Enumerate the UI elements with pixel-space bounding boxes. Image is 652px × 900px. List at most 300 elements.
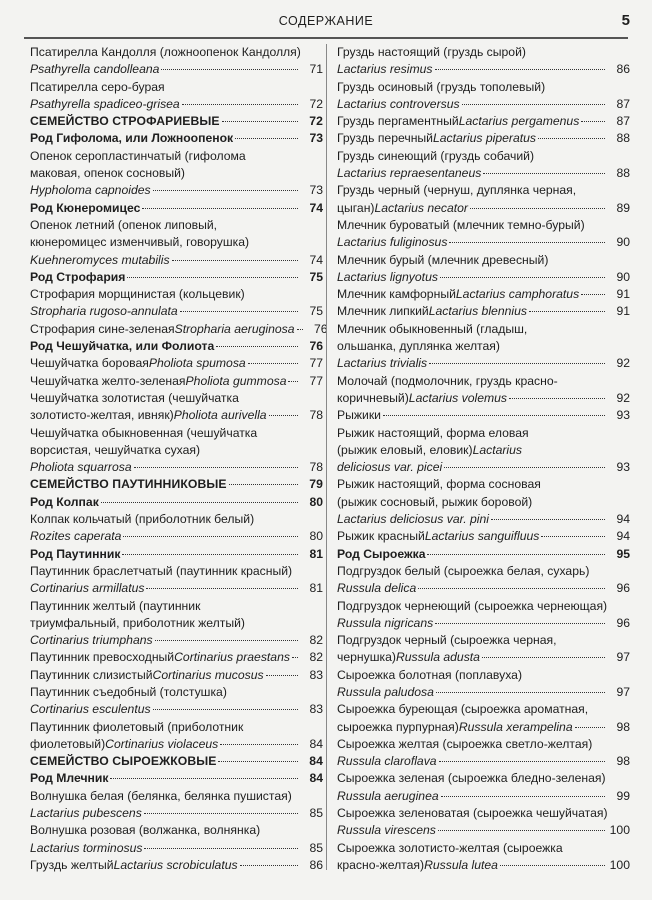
toc-entry-line xyxy=(337,857,630,874)
toc-entry-line xyxy=(337,822,630,839)
toc-entry-line xyxy=(30,130,323,147)
toc-entry-line xyxy=(30,61,323,78)
entry-text: Род Млечник xyxy=(30,771,109,786)
latin-name: Rozites caperata xyxy=(30,529,122,544)
dot-leader xyxy=(127,277,298,278)
toc-entry-line xyxy=(337,252,630,269)
latin-name: Cortinarius violaceus xyxy=(105,736,219,751)
entry-text: Рыжики xyxy=(337,408,381,423)
entry-text: Род Колпак xyxy=(30,494,99,509)
toc-entry-species[interactable] xyxy=(337,563,630,598)
latin-name: Lactarius xyxy=(472,442,523,457)
toc-entry-line xyxy=(337,269,630,286)
toc-entry-species[interactable] xyxy=(30,667,323,684)
toc-entry-line xyxy=(337,182,630,199)
entry-text: Млечник бурый (млечник древесный) xyxy=(337,252,549,267)
entry-text: (рыжик сосновый, рыжик боровой) xyxy=(337,494,533,509)
latin-name: Russula claroflava xyxy=(337,754,437,769)
toc-page-number: 80 xyxy=(309,494,323,509)
toc-entry-species[interactable] xyxy=(30,598,323,650)
toc-entry-line xyxy=(30,546,323,563)
latin-name: Russula virescens xyxy=(337,823,436,838)
page-title: СОДЕРЖАНИЕ xyxy=(278,14,374,28)
toc-entry-species[interactable] xyxy=(30,286,323,321)
dot-leader xyxy=(229,484,298,485)
dot-leader xyxy=(449,242,605,243)
toc-column-left xyxy=(30,44,328,874)
toc-entry-line xyxy=(30,373,323,390)
latin-name: Lactarius piperatus xyxy=(433,131,536,146)
latin-name: Lactarius sanguifluus xyxy=(424,529,540,544)
entry-text: Паутинник слизистый xyxy=(30,667,153,682)
toc-entry-line xyxy=(30,252,323,269)
toc-entry-species[interactable] xyxy=(337,286,630,303)
toc-entry-family[interactable] xyxy=(30,753,323,770)
dot-leader xyxy=(101,502,298,503)
entry-text: Опенок серопластинчатый (гифолома xyxy=(30,148,246,163)
toc-page-number: 76 xyxy=(309,339,323,354)
entry-text: Паутинник браслетчатый (паутинник красный) xyxy=(30,563,293,578)
toc-entry-species[interactable] xyxy=(337,373,630,408)
dot-leader xyxy=(292,657,298,658)
toc-entry-line xyxy=(337,494,630,511)
toc-entry-genus[interactable] xyxy=(30,130,323,147)
entry-text: Млечник обыкновенный (гладыш, xyxy=(337,321,528,336)
entry-text: Строфария сине-зеленая xyxy=(30,321,175,336)
entry-text: ворсистая, чешуйчатка сухая) xyxy=(30,442,201,457)
dot-leader xyxy=(500,865,605,866)
toc-entry-species[interactable] xyxy=(337,632,630,667)
toc-page-number: 72 xyxy=(309,96,323,111)
dot-leader xyxy=(575,727,605,728)
entry-text: Чешуйчатка желто-зеленая xyxy=(30,373,186,388)
toc-entry-line xyxy=(337,442,630,459)
entry-text: Род Строфария xyxy=(30,269,126,284)
toc-entry-genus[interactable] xyxy=(30,546,323,563)
latin-name: Russula delica xyxy=(337,581,417,596)
toc-entry-species[interactable] xyxy=(337,701,630,736)
latin-name: Russula paludosa xyxy=(337,684,434,699)
toc-entry-line xyxy=(30,615,323,632)
entry-text: Молочай (подмолочник, груздь красно- xyxy=(337,373,558,388)
dot-leader xyxy=(144,813,298,814)
toc-entry-species[interactable] xyxy=(30,148,323,200)
toc-page-number: 95 xyxy=(616,546,630,561)
toc-entry-line xyxy=(337,44,630,61)
toc-page-number: 92 xyxy=(616,356,630,371)
toc-entry-species[interactable] xyxy=(30,355,323,372)
toc-entry-species[interactable] xyxy=(337,805,630,840)
toc-entry-line xyxy=(30,563,323,580)
dot-leader xyxy=(441,796,605,797)
entry-text: Рыжик настоящий, форма еловая xyxy=(337,425,529,440)
latin-name: Lactarius blennius xyxy=(428,304,527,319)
toc-page-number: 96 xyxy=(616,581,630,596)
toc-entry-line xyxy=(337,338,630,355)
latin-name: Lactarius necator xyxy=(374,200,468,215)
toc-entry-line xyxy=(337,788,630,805)
dot-leader xyxy=(427,554,605,555)
entry-text: Сыроежка желтая (сыроежка светло-желтая) xyxy=(337,736,593,751)
entry-text: Род Кюнеромицес xyxy=(30,200,141,215)
toc-page-number: 93 xyxy=(616,460,630,475)
toc-entry-line xyxy=(30,667,323,684)
toc-entry-genus[interactable] xyxy=(30,338,323,355)
entry-text: Паутинник превосходный xyxy=(30,650,175,665)
latin-name: Lactarius pubescens xyxy=(30,806,142,821)
toc-entry-line xyxy=(337,79,630,96)
toc-entry-line xyxy=(337,476,630,493)
toc-entry-line xyxy=(337,425,630,442)
toc-entry-line xyxy=(30,200,323,217)
toc-entry-genus[interactable] xyxy=(30,494,323,511)
toc-entry-line xyxy=(30,822,323,839)
toc-entry-line xyxy=(30,753,323,770)
toc-entry-line xyxy=(337,355,630,372)
toc-entry-line xyxy=(30,425,323,442)
toc-entry-line xyxy=(30,528,323,545)
toc-page-number: 98 xyxy=(616,719,630,734)
latin-name: Hypholoma capnoides xyxy=(30,183,151,198)
toc-entry-species[interactable] xyxy=(337,79,630,114)
dot-leader xyxy=(436,692,605,693)
toc-entry-line xyxy=(30,459,323,476)
latin-name: Lactarius controversus xyxy=(337,96,460,111)
toc-entry-line xyxy=(337,130,630,147)
dot-leader xyxy=(538,138,605,139)
toc-entry-species[interactable] xyxy=(337,252,630,287)
toc-entry-line xyxy=(337,148,630,165)
toc-entry-species[interactable] xyxy=(30,563,323,598)
running-head xyxy=(0,0,652,40)
entry-text: Груздь настоящий (груздь сырой) xyxy=(337,45,526,59)
latin-name: Lactarius lignyotus xyxy=(337,269,438,284)
dot-leader xyxy=(110,778,298,779)
latin-name: Cortinarius esculentus xyxy=(30,702,151,717)
toc-page-number: 91 xyxy=(616,304,630,319)
dot-leader xyxy=(529,311,605,312)
latin-name: Russula adusta xyxy=(395,650,480,665)
latin-name: Pholiota gummosa xyxy=(185,373,287,388)
toc-entry-line xyxy=(30,79,323,96)
toc-page-number: 87 xyxy=(616,114,630,129)
toc-entry-species[interactable] xyxy=(337,407,630,424)
latin-name: Pholiota spumosa xyxy=(148,356,246,371)
toc-page-number: 85 xyxy=(309,840,323,855)
dot-leader xyxy=(182,104,298,105)
toc-page-number: 90 xyxy=(616,235,630,250)
dot-leader xyxy=(220,744,298,745)
entry-text: Сыроежка зеленоватая (сыроежка чешуйчатая) xyxy=(337,806,608,821)
toc-entry-species[interactable] xyxy=(337,44,630,79)
toc-entry-line xyxy=(337,840,630,857)
toc-entry-line xyxy=(337,303,630,320)
toc-entry-line xyxy=(30,805,323,822)
toc-entry-line xyxy=(337,805,630,822)
toc-entry-species[interactable] xyxy=(337,736,630,771)
entry-text: Сыроежка болотная (поплавуха) xyxy=(337,667,523,682)
toc-entry-species[interactable] xyxy=(30,822,323,857)
entry-text: красно-желтая) xyxy=(337,857,425,872)
dot-leader xyxy=(122,554,298,555)
entry-text: кюнеромицес изменчивый, говорушка) xyxy=(30,235,250,250)
entry-text: Псатирелла Кандолля (ложноопенок Кандолля) xyxy=(30,45,301,59)
column-divider xyxy=(326,44,327,870)
toc-entry-line xyxy=(30,701,323,718)
toc-entry-species[interactable] xyxy=(337,667,630,702)
toc-page-number: 90 xyxy=(616,269,630,284)
toc-page-number: 72 xyxy=(309,114,323,129)
dot-leader xyxy=(435,623,605,624)
toc-entry-species[interactable] xyxy=(30,719,323,754)
latin-name: Russula xerampelina xyxy=(458,719,573,734)
toc-entry-line xyxy=(337,113,630,130)
entry-text: Рыжик настоящий, форма сосновая xyxy=(337,477,541,492)
entry-text: (рыжик еловый, еловик) xyxy=(337,442,473,457)
toc-page-number: 100 xyxy=(609,823,630,838)
toc-page-number: 84 xyxy=(309,771,323,786)
latin-name: Stropharia aeruginosa xyxy=(174,321,295,336)
toc-page-number: 76 xyxy=(313,321,328,336)
toc-entry-line xyxy=(337,407,630,424)
dot-leader xyxy=(418,588,605,589)
toc-page-number: 78 xyxy=(309,460,323,475)
toc-page-number: 74 xyxy=(309,200,323,215)
dot-leader xyxy=(509,398,605,399)
dot-leader xyxy=(541,536,605,537)
toc-entry-line xyxy=(337,736,630,753)
toc-entry-genus[interactable] xyxy=(337,546,630,563)
latin-name: Lactarius deliciosus var. pini xyxy=(337,512,489,527)
latin-name: Russula nigricans xyxy=(337,615,434,630)
latin-name: Lactarius trivialis xyxy=(337,356,428,371)
entry-text: Груздь пергаментный xyxy=(337,114,459,129)
toc-page-number: 81 xyxy=(309,581,323,596)
toc-entry-line xyxy=(30,649,323,666)
toc-page-number: 85 xyxy=(309,806,323,821)
toc-entry-species[interactable] xyxy=(337,321,630,373)
latin-name: Lactarius torminosus xyxy=(30,840,143,855)
toc-entry-line xyxy=(30,840,323,857)
dot-leader xyxy=(172,260,298,261)
dot-leader xyxy=(266,675,298,676)
toc-entry-species[interactable] xyxy=(337,130,630,147)
toc-entry-species[interactable] xyxy=(30,44,323,79)
toc-entry-family[interactable] xyxy=(30,476,323,493)
toc-entry-line xyxy=(337,234,630,251)
toc-page-number: 71 xyxy=(309,62,323,77)
toc-entry-species[interactable] xyxy=(337,598,630,633)
toc-page-number: 83 xyxy=(309,667,323,682)
toc-page-number: 94 xyxy=(616,512,630,527)
toc-entry-species[interactable] xyxy=(337,182,630,217)
toc-entry-line xyxy=(30,44,323,61)
latin-name: deliciosus var. picei xyxy=(337,460,443,475)
toc-entry-line xyxy=(30,148,323,165)
latin-name: Lactarius camphoratus xyxy=(455,287,580,302)
dot-leader xyxy=(269,415,298,416)
latin-name: Lactarius repraesentaneus xyxy=(337,166,482,181)
entry-text: Груздь черный (чернуш, дуплянка черная, xyxy=(337,183,577,198)
toc-entry-line xyxy=(337,200,630,217)
dot-leader xyxy=(438,830,605,831)
entry-text: Чешуйчатка боровая xyxy=(30,356,149,371)
toc-entry-line xyxy=(337,719,630,736)
entry-text: маковая, опенок сосновый) xyxy=(30,166,185,181)
latin-name: Psathyrella spadiceo-grisea xyxy=(30,96,180,111)
entry-text: Рыжик красный xyxy=(337,529,425,544)
dot-leader xyxy=(439,761,605,762)
entry-text: Паутинник фиолетовый (приболотник xyxy=(30,719,244,734)
toc-entry-line xyxy=(30,355,323,372)
toc-entry-species[interactable] xyxy=(337,528,630,545)
toc-entry-line xyxy=(337,511,630,528)
latin-name: Psathyrella candolleana xyxy=(30,62,160,77)
entry-text: Чешуйчатка обыкновенная (чешуйчатка xyxy=(30,425,258,440)
toc-entry-line xyxy=(337,632,630,649)
entry-text: Строфария морщинистая (кольцевик) xyxy=(30,287,245,302)
entry-text: Млечник липкий xyxy=(337,304,429,319)
toc-page-number: 74 xyxy=(309,252,323,267)
toc-entry-species[interactable] xyxy=(337,113,630,130)
toc-page-number: 83 xyxy=(309,702,323,717)
entry-text: Сыроежка золотисто-желтая (сыроежка xyxy=(337,840,563,855)
toc-entry-line xyxy=(30,303,323,320)
toc-entry-species[interactable] xyxy=(30,217,323,269)
entry-text: золотисто-желтая, ивняк) xyxy=(30,408,174,423)
toc-entry-line xyxy=(30,286,323,303)
toc-page-number: 86 xyxy=(309,857,323,872)
dot-leader xyxy=(248,363,298,364)
toc-entry-line xyxy=(30,390,323,407)
entry-text: Паутинник съедобный (толстушка) xyxy=(30,684,227,699)
toc-entry-line xyxy=(30,476,323,493)
toc-entry-species[interactable] xyxy=(30,373,323,390)
latin-name: Lactarius resimus xyxy=(337,62,433,77)
dot-leader xyxy=(470,208,605,209)
toc-entry-species[interactable] xyxy=(30,511,323,546)
dot-leader xyxy=(144,848,298,849)
toc-entry-species[interactable] xyxy=(30,649,323,666)
entry-text: Груздь осиновый (груздь тополевый) xyxy=(337,79,546,94)
entry-text: Груздь перечный xyxy=(337,131,433,146)
toc-page-number: 84 xyxy=(309,754,323,769)
toc-entry-line xyxy=(337,580,630,597)
toc-entry-family[interactable] xyxy=(30,113,323,130)
toc-entry-species[interactable] xyxy=(337,770,630,805)
toc-entry-species[interactable] xyxy=(30,684,323,719)
latin-name: Cortinarius mucosus xyxy=(152,667,264,682)
entry-text: СЕМЕЙСТВО ПАУТИННИКОВЫЕ xyxy=(30,477,227,492)
toc-entry-line xyxy=(337,615,630,632)
entry-text: Подгруздок белый (сыроежка белая, сухарь) xyxy=(337,563,590,578)
toc-entry-line xyxy=(30,770,323,787)
toc-entry-species[interactable] xyxy=(30,390,323,425)
dot-leader xyxy=(216,346,298,347)
dot-leader xyxy=(153,190,298,191)
entry-text: Подгруздок чернеющий (сыроежка чернеющая) xyxy=(337,598,608,613)
toc-entry-species[interactable] xyxy=(30,321,328,338)
toc-entry-species[interactable] xyxy=(337,303,630,320)
dot-leader xyxy=(440,277,605,278)
toc-entry-species[interactable] xyxy=(30,857,323,874)
dot-leader xyxy=(491,519,605,520)
entry-text: Род Сыроежка xyxy=(337,546,426,561)
toc-entry-species[interactable] xyxy=(30,79,323,114)
toc-entry-species[interactable] xyxy=(30,788,323,823)
toc-entry-line xyxy=(337,217,630,234)
latin-name: Russula aeruginea xyxy=(337,788,439,803)
toc-entry-line xyxy=(30,788,323,805)
toc-entry-genus[interactable] xyxy=(30,200,323,217)
toc-entry-species[interactable] xyxy=(337,476,630,528)
toc-entry-species[interactable] xyxy=(337,217,630,252)
latin-name: Kuehneromyces mutabilis xyxy=(30,252,170,267)
toc-page-number: 75 xyxy=(309,269,323,284)
toc-page-number: 97 xyxy=(616,650,630,665)
dot-leader xyxy=(240,865,298,866)
entry-text: СЕМЕЙСТВО СТРОФАРИЕВЫЕ xyxy=(30,114,220,129)
dot-leader xyxy=(429,363,605,364)
entry-text: Волнушка белая (белянка, белянка пушистая) xyxy=(30,788,292,803)
toc-page-number: 78 xyxy=(309,408,323,423)
toc-entry-line xyxy=(30,857,323,874)
entry-text: Сыроежка зеленая (сыроежка бледно-зеленая) xyxy=(337,771,606,786)
toc-entry-species[interactable] xyxy=(30,425,323,477)
toc-entry-line xyxy=(30,165,323,182)
entry-text: Сыроежка буреющая (сыроежка ароматная, xyxy=(337,702,589,717)
toc-entry-line xyxy=(30,321,328,338)
toc-entry-line xyxy=(30,736,323,753)
toc-entry-line xyxy=(337,667,630,684)
toc-entry-line xyxy=(337,61,630,78)
dot-leader xyxy=(444,467,605,468)
entry-text: Чешуйчатка золотистая (чешуйчатка xyxy=(30,390,239,405)
entry-text: ольшанка, дуплянка желтая) xyxy=(337,339,500,354)
toc-page-number: 89 xyxy=(616,200,630,215)
entry-text: Млечник буроватый (млечник темно-бурый) xyxy=(337,217,585,232)
toc-entry-line xyxy=(337,563,630,580)
dot-leader xyxy=(180,311,298,312)
toc-entry-line xyxy=(30,494,323,511)
toc-entry-line xyxy=(337,459,630,476)
toc-entry-species[interactable] xyxy=(337,840,630,875)
entry-text: цыган) xyxy=(337,200,375,215)
toc-entry-line xyxy=(30,269,323,286)
dot-leader xyxy=(146,588,298,589)
toc-entry-line xyxy=(30,598,323,615)
latin-name: Cortinarius armillatus xyxy=(30,581,145,596)
dot-leader xyxy=(142,208,298,209)
entry-text: СЕМЕЙСТВО СЫРОЕЖКОВЫЕ xyxy=(30,754,217,769)
toc-page-number: 88 xyxy=(616,166,630,181)
toc-entry-line xyxy=(337,286,630,303)
toc-entry-line xyxy=(30,580,323,597)
toc-page-number: 82 xyxy=(309,650,323,665)
dot-leader xyxy=(134,467,298,468)
toc-page-number: 79 xyxy=(309,477,323,492)
dot-leader xyxy=(435,69,605,70)
toc-entry-line xyxy=(337,770,630,787)
dot-leader xyxy=(581,294,605,295)
toc-entry-genus[interactable] xyxy=(30,269,323,286)
toc-entry-genus[interactable] xyxy=(30,770,323,787)
toc-entry-species[interactable] xyxy=(337,148,630,183)
latin-name: Cortinarius praestans xyxy=(174,650,290,665)
toc-page-number: 88 xyxy=(616,131,630,146)
toc-entry-species[interactable] xyxy=(337,425,630,477)
toc-entry-line xyxy=(30,217,323,234)
